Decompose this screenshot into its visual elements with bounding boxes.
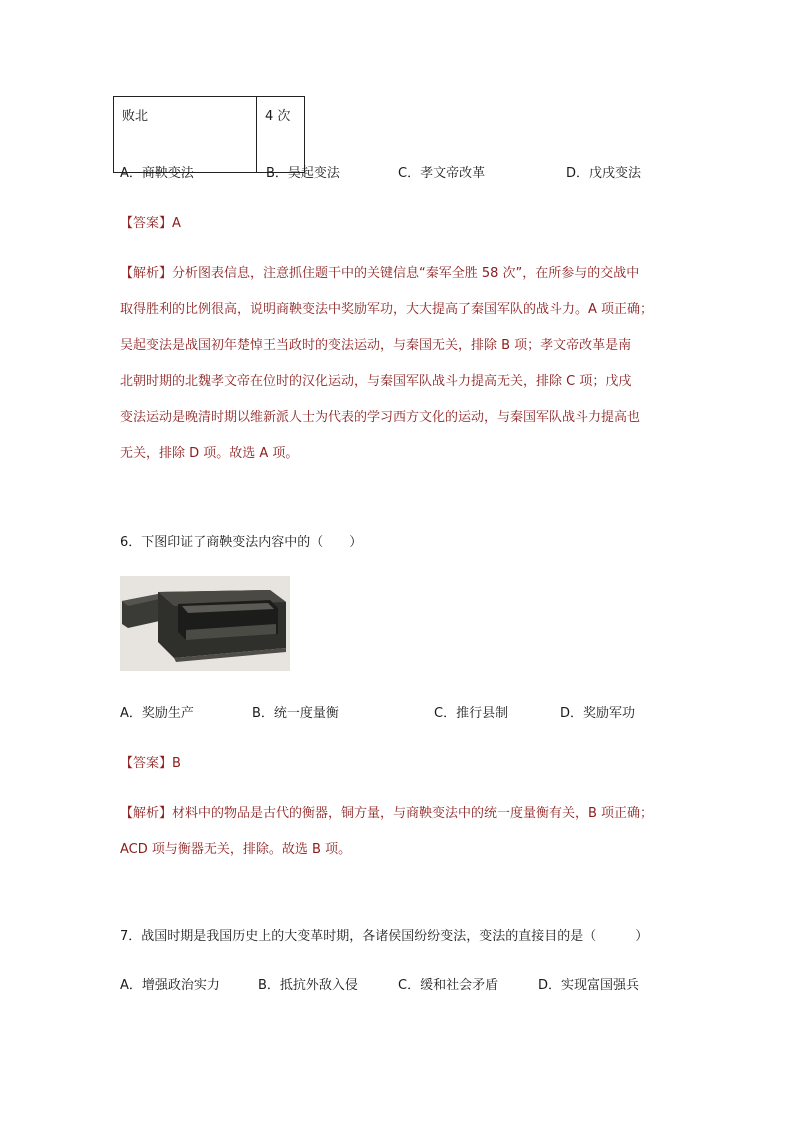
q5-option-b[interactable]: B．吴起变法: [266, 166, 340, 181]
q6-stem: 6．下图印证了商鞅变法内容中的（ ）: [120, 535, 363, 550]
q6-analysis-line: ACD 项与衡器无关，排除。故选 B 项。: [120, 842, 352, 857]
q5-analysis-line: 吴起变法是战国初年楚悼王当政时的变法运动，与秦国无关，排除 B 项；孝文帝改革是南: [120, 338, 632, 353]
q6-answer: 【答案】B: [120, 756, 181, 771]
q7-stem: 7．战国时期是我国历史上的大变革时期，各诸侯国纷纷变法，变法的直接目的是（ ）: [120, 929, 649, 944]
q7-option-b[interactable]: B．抵抗外敌入侵: [258, 978, 358, 993]
q6-analysis-line: 【解析】材料中的物品是古代的衡器，铜方量，与商鞅变法中的统一度量衡有关，B 项正确；: [120, 806, 654, 821]
q5-analysis-line: 北朝时期的北魏孝文帝在位时的汉化运动，与秦国军队战斗力提高无关，排除 C 项；戊戌: [120, 374, 632, 389]
bronze-measure-image: [120, 576, 290, 671]
q5-analysis-line: 【解析】分析图表信息，注意抓住题干中的关键信息“秦军全胜 58 次”，在所参与的交战中: [120, 266, 640, 281]
q6-option-c[interactable]: C．推行县制: [434, 706, 509, 721]
q5-answer: 【答案】A: [120, 216, 181, 231]
q5-option-d[interactable]: D．戊戌变法: [566, 166, 642, 181]
q6-option-a[interactable]: A．奖励生产: [120, 706, 194, 721]
q6-option-d[interactable]: D．奖励军功: [560, 706, 636, 721]
q7-option-c[interactable]: C．缓和社会矛盾: [398, 978, 499, 993]
q5-option-a[interactable]: A．商鞅变法: [120, 166, 194, 181]
q5-option-c[interactable]: C．孝文帝改革: [398, 166, 486, 181]
table-cell-value: 4 次: [257, 97, 305, 173]
q5-analysis-line: 取得胜利的比例很高，说明商鞅变法中奖励军功，大大提高了秦国军队的战斗力。A 项正确；: [120, 302, 654, 317]
q7-option-d[interactable]: D．实现富国强兵: [538, 978, 640, 993]
table-cell-label: 败北: [114, 97, 257, 173]
q5-analysis-line: 变法运动是晚清时期以维新派人士为代表的学习西方文化的运动，与秦国军队战斗力提高也: [120, 410, 641, 425]
q6-option-b[interactable]: B．统一度量衡: [252, 706, 339, 721]
q5-analysis-line: 无关，排除 D 项。故选 A 项。: [120, 446, 299, 461]
q7-option-a[interactable]: A．增强政治实力: [120, 978, 220, 993]
